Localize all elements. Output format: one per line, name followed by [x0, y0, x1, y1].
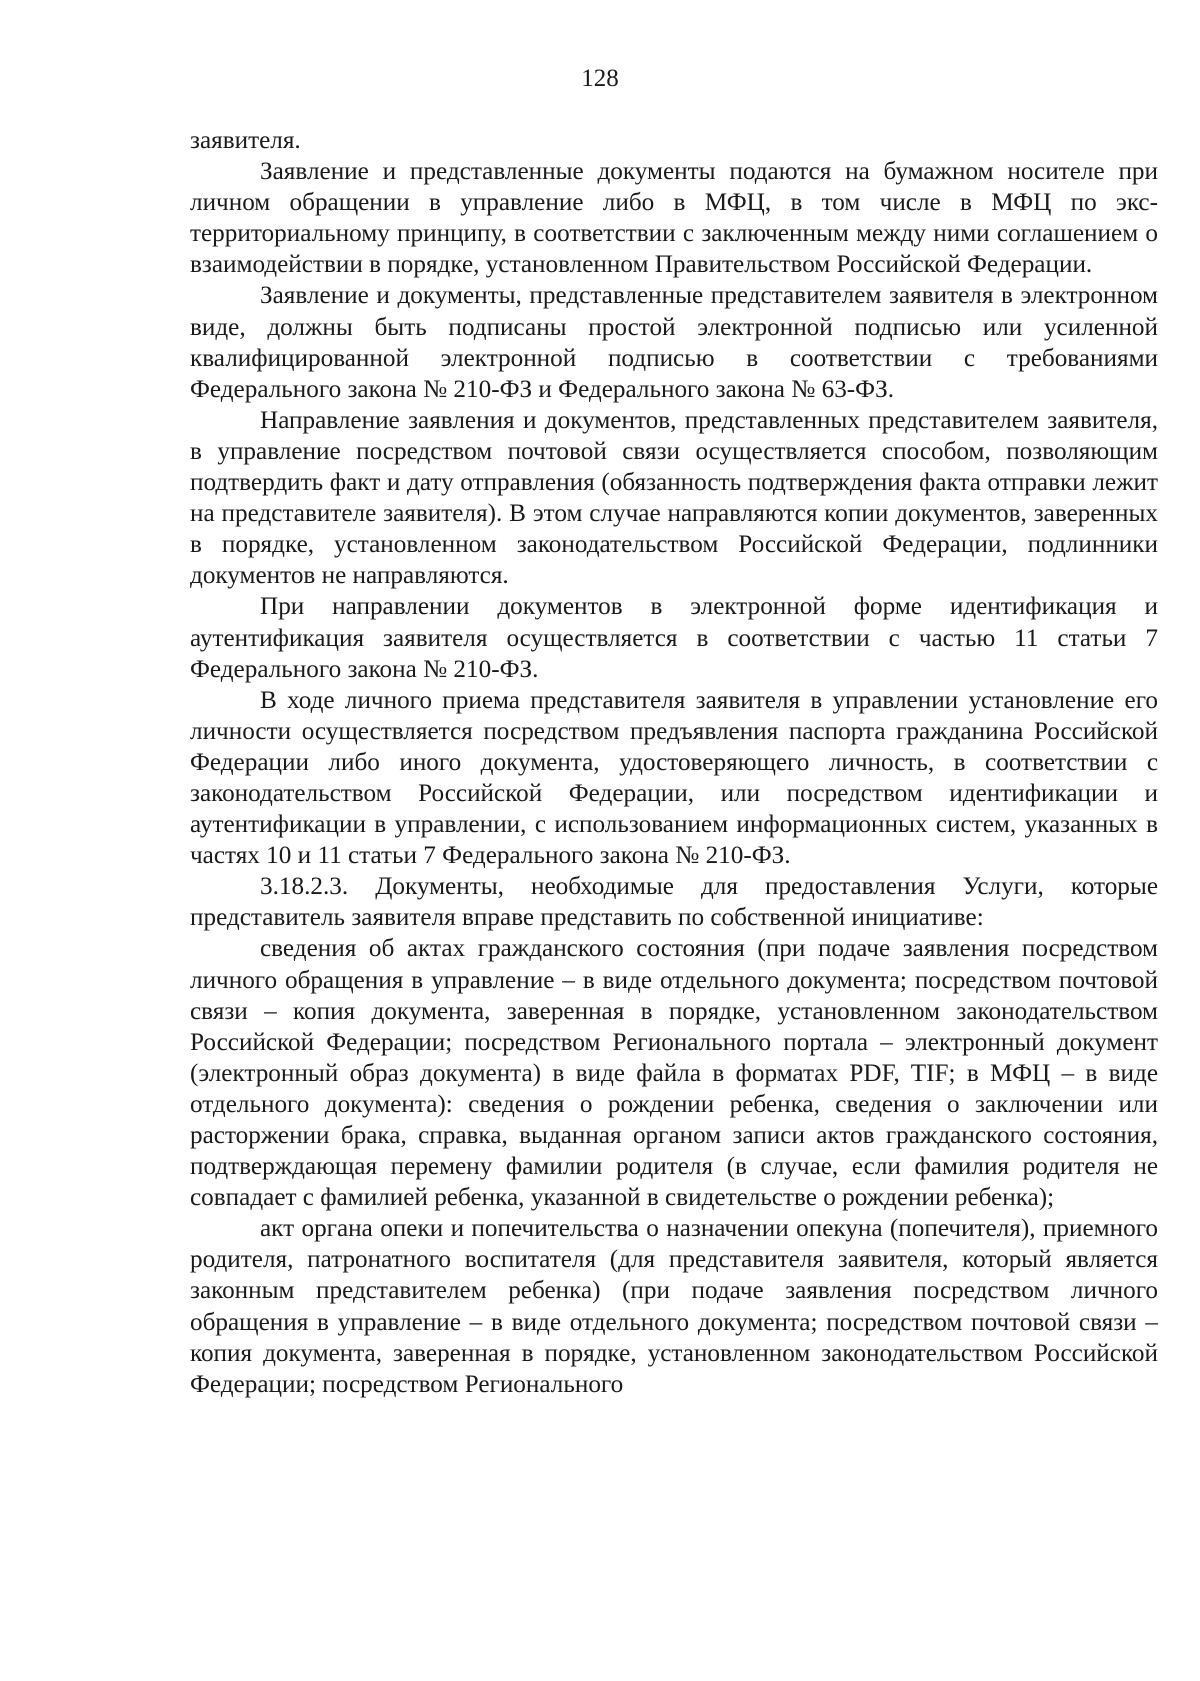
paragraph: акт органа опеки и попечительства о назначении опекуна (попечителя), приемного родителя, патронатного воспитателя (для представителя заявителя, который является законным представителем ребенка) (при подаче заявления посредством личного обращения в управление – в виде отдельного документа; посредством почтовой связи – копия документа, заверенная в порядке, установленном законодательством Российской Федерации; посредством Регионального [190, 1215, 1158, 1398]
paragraph: Направление заявления и документов, представленных представителем заявителя, в управление посредством почтовой связи осуществляется способом, позволяющим подтвердить факт и дату отправления (обязанность подтверждения факта отправки лежит на представителе заявителя). В этом случае направляются копии документов, заверенных в порядке, установленном законодательством Российской Федерации, подлинники документов не направляются. [190, 406, 1158, 590]
paragraph: Заявление и представленные документы подаются на бумажном носителе при личном обращении в управление либо в МФЦ, в том числе в МФЦ по экстерриториальному принципу, в соответствии с заключенным между ними соглашением о взаимодействии в порядке, установленном Правительством Российской Федерации. [190, 158, 1158, 279]
page-number: 128 [581, 65, 619, 92]
paragraph: В ходе личного приема представителя заявителя в управлении установление его личности осуществляется посредством предъявления паспорта гражданина Российской Федерации либо иного документа, удостоверяющего личность, в соответствии с законодательством Российской Федерации, или посредством идентификации и аутентификации в управлении, с использованием информационных систем, указанных в частях 10 и 11 статьи 7 Федерального закона № 210-ФЗ. [190, 686, 1158, 870]
paragraph: сведения об актах гражданского состояния (при подаче заявления посредством личного обращения в управление – в виде отдельного документа; посредством почтовой связи – копия документа, заверенная в порядке, установленном законодательством Российской Федерации; посредством Регионального портала – электронный документ (электронный образ документа) в виде файла в форматах PDF, TIF; в МФЦ – в виде отдельного документа): сведения о рождении ребенка, сведения о заключении или расторжении брака, справка, выданная органом записи актов гражданского состояния, подтверждающая перемену фамилии родителя (в случае, если фамилия родителя не совпадает с фамилией ребенка, указанной в свидетельстве о рождении ребенка); [190, 935, 1158, 1212]
paragraph: При направлении документов в электронной форме идентификация и аутентификация заявителя осуществляется в соответствии с частью 11 статьи 7 Федерального закона № 210-ФЗ. [190, 593, 1158, 683]
document-body [190, 125, 1158, 1400]
paragraph: Заявление и документы, представленные представителем заявителя в электронном виде, должны быть подписаны простой электронной подписью или усиленной квалифицированной электронной подписью в соответствии с требованиями Федерального закона № 210-ФЗ и Федерального закона № 63-ФЗ. [190, 282, 1158, 403]
paragraph: заявителя. [190, 127, 301, 154]
paragraph: 3.18.2.3. Документы, необходимые для предоставления Услуги, которые представитель заявителя вправе представить по собственной инициативе: [190, 873, 1158, 932]
